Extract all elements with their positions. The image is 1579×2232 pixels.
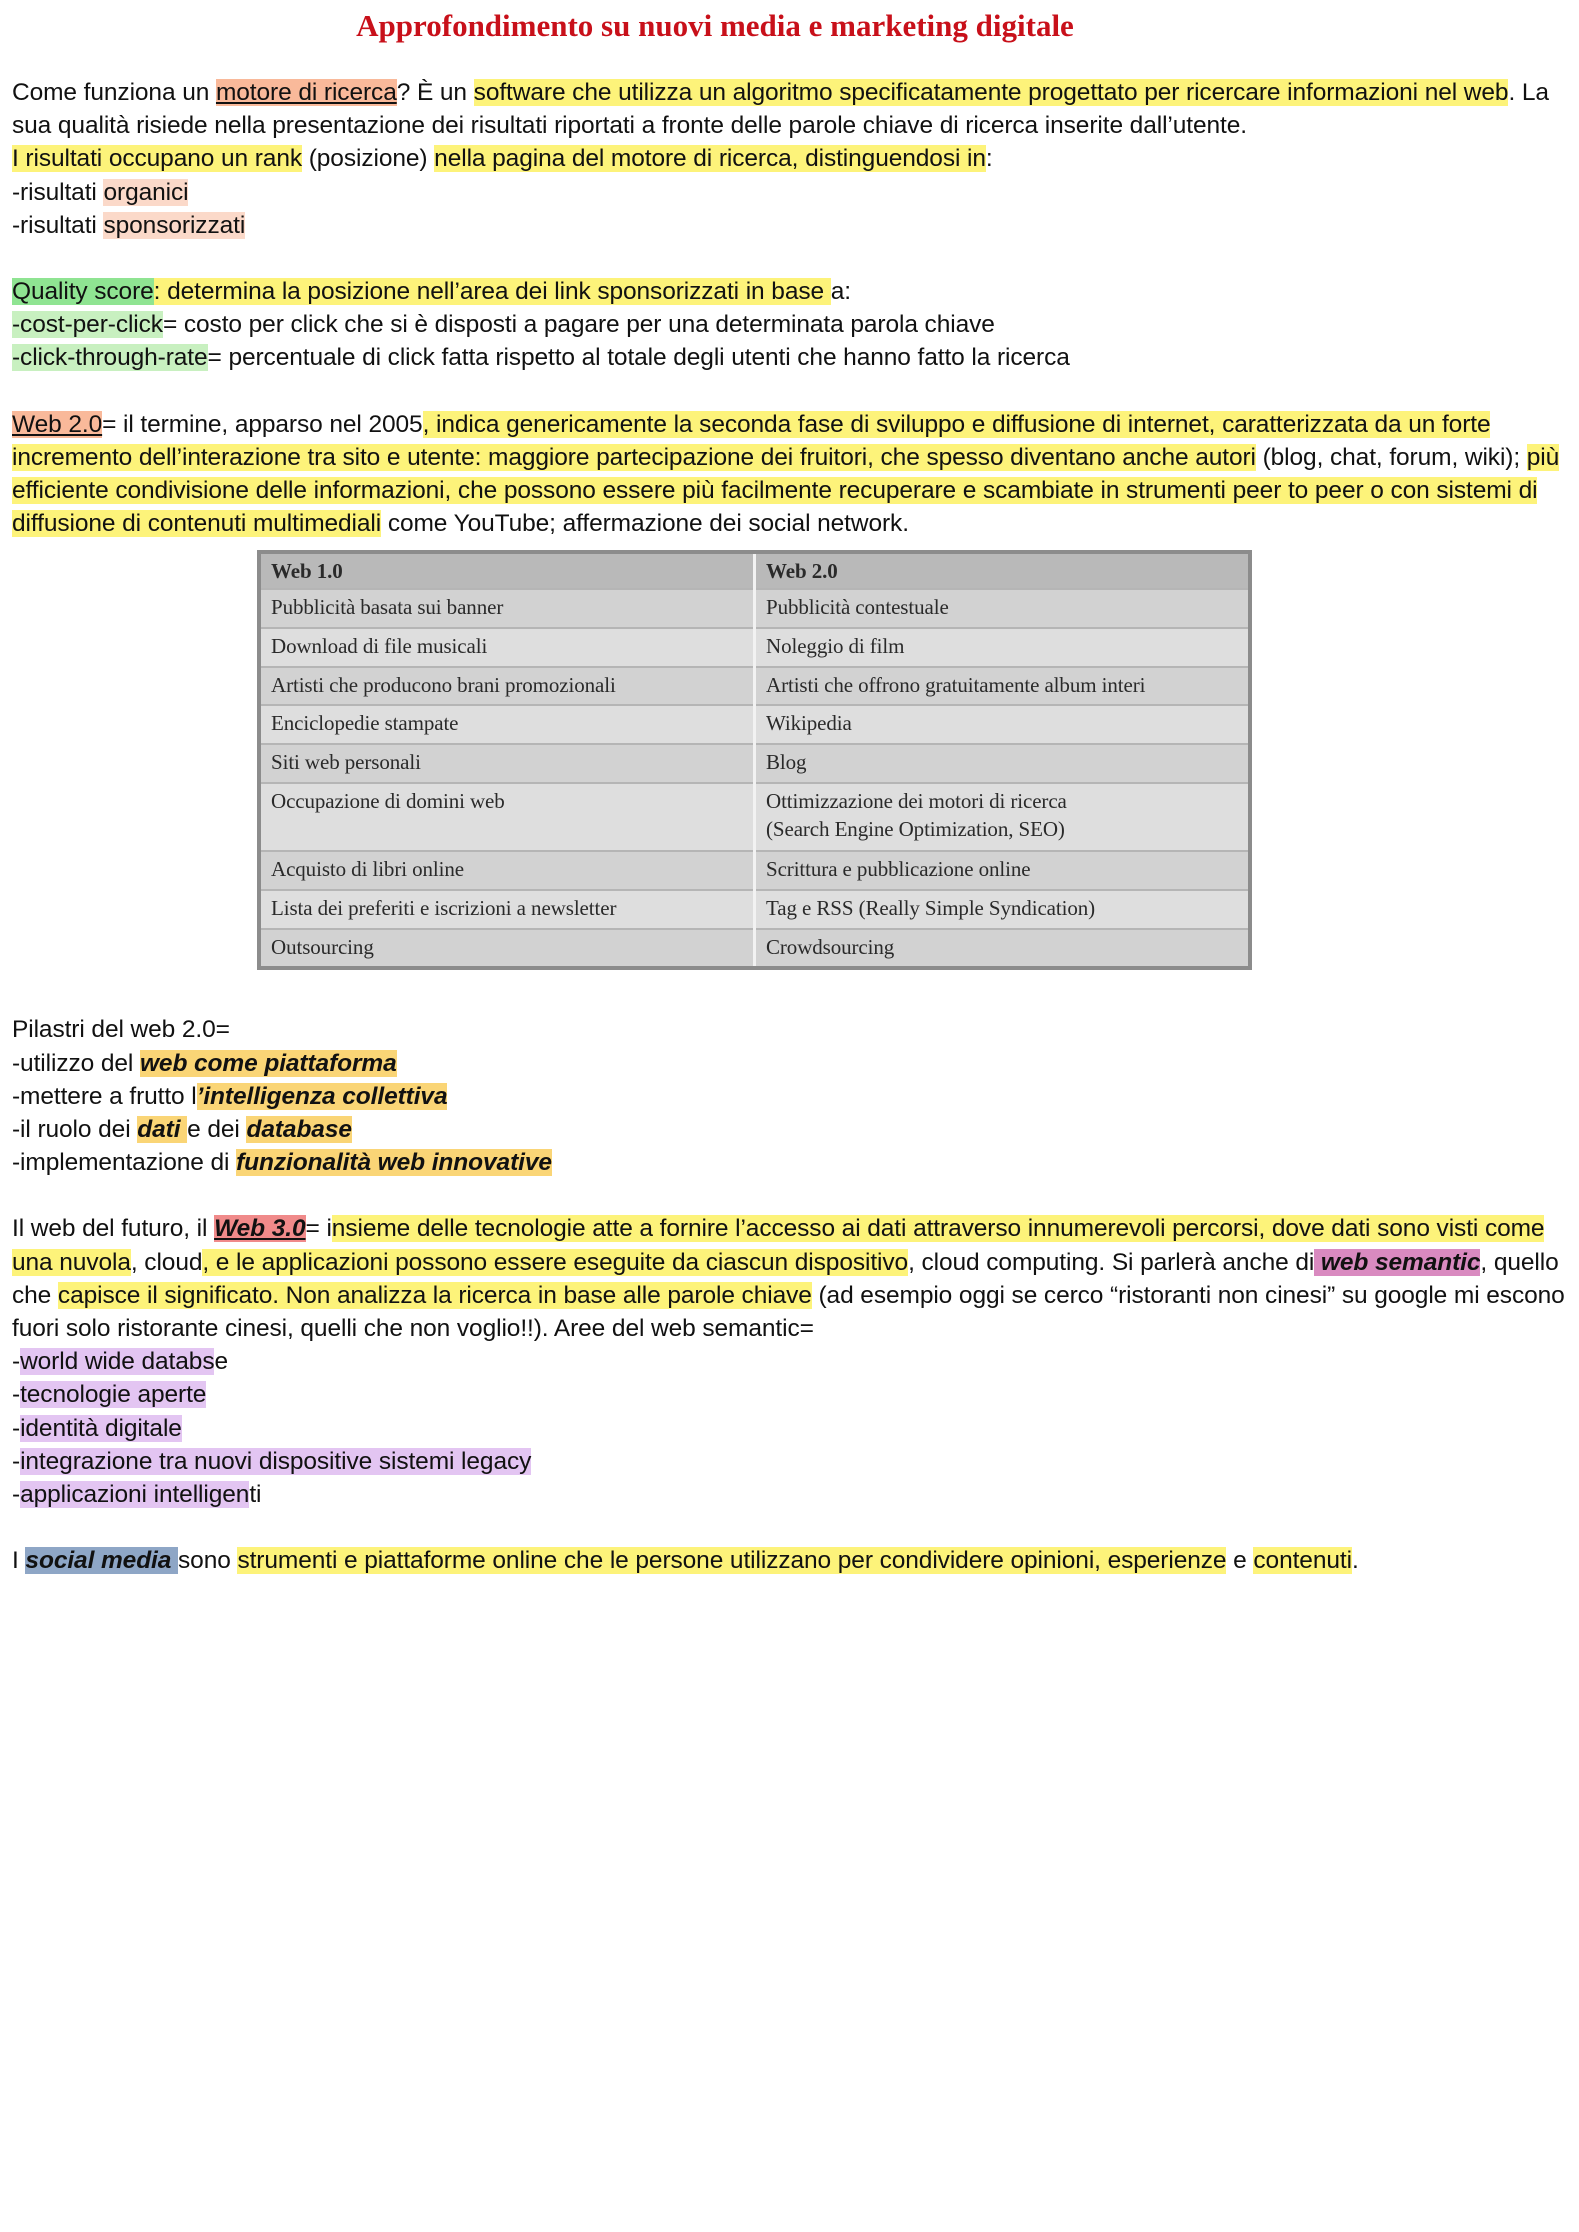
table-row [261,890,1248,929]
text-run: e [214,1348,229,1376]
table-cell: Lista dei preferiti e iscrizioni a newsletter [261,890,755,929]
text-run: - [12,1447,21,1475]
list-item-semantic-area [12,1478,1572,1511]
text-run: ? È un [396,79,474,106]
term-quality-score: Quality score [12,278,154,306]
table-cell: Pubblicità contestuale [755,589,1249,628]
list-item-sponsored [12,209,1572,242]
text-run: , cloud [130,1248,203,1276]
text-run: - [12,1414,21,1442]
text-run: . La sua qualità risiede nella presentazione dei risultati riportati a fronte delle parole chiave di ricerca inserite dall’utente. [12,79,1549,140]
list-item-semantic-area [12,1345,1572,1378]
highlight-peach: organici [103,178,189,206]
table-header-row [261,554,1248,589]
spacer [12,980,1572,1013]
highlight-amber: database [246,1116,352,1144]
table-cell: Acquisto di libri online [261,851,755,890]
list-item-pillar [12,1113,1572,1146]
term-web-2-0: Web 2.0 [12,410,103,438]
rank-paragraph [12,142,1572,175]
list-item-pillar [12,1080,1572,1113]
web-comparison-table-image [257,550,1252,970]
table-row [261,705,1248,744]
list-item-organic [12,176,1572,209]
text-run: e [1226,1547,1254,1575]
table-cell: Artisti che offrono gratuitamente album interi [755,667,1249,706]
table-cell: Siti web personali [261,744,755,783]
page-title: Approfondimento su nuovi media e marketing digitale [356,8,1074,43]
text-run: (blog, chat, forum, wiki); [1255,443,1527,471]
term-motore-di-ricerca: motore di ricerca [215,79,397,106]
highlight-yellow: capisce il significato. Non analizza la ricerca in base alle parole chiave [57,1281,812,1309]
term-web-3-0: Web 3.0 [214,1215,306,1243]
social-media-paragraph [12,1544,1572,1577]
spacer [12,375,1572,408]
list-item-semantic-area [12,1445,1572,1478]
table-cell: Blog [755,744,1249,783]
text-run: = il termine, apparso nel 2005 [102,410,423,438]
text-run: = costo per click che si è disposti a pagare per una determinata parola chiave [162,311,995,339]
highlight-yellow: , indica genericamente la seconda fase di sviluppo e diffusione di internet, caratterizzata da un forte incremento dell’interazione tra sito e utente: maggiore partecipazione dei fruitori, che spesso diventano anche autori [12,410,1491,471]
table-row [261,851,1248,890]
highlight-yellow: , e le applicazioni possono essere eseguite da ciascun dispositivo [202,1248,909,1276]
table-cell: Crowdsourcing [755,929,1249,967]
spacer [12,1179,1572,1212]
term-social-media: social media [25,1547,179,1575]
text-run: come YouTube; affermazione dei social network. [381,510,909,538]
table-cell: Occupazione di domini web [261,783,755,852]
text-run: -risultati [12,178,104,206]
web-comparison-table [261,554,1248,966]
table-row [261,667,1248,706]
text-run: -utilizzo del [12,1049,140,1077]
text-run: -mettere a frutto l [12,1082,197,1110]
highlight-amber: dati [137,1116,188,1144]
text-run: , cloud computing. Si parlerà anche di [908,1248,1315,1276]
highlight-yellow: nsieme delle tecnologie atte a fornire l’accesso ai dati attraverso innumerevoli percorsi, dove dati sono visti come una nuvola [12,1215,1545,1276]
table-cell: Noleggio di film [755,628,1249,667]
table-cell: Outsourcing [261,929,755,967]
text-run: (posizione) [302,145,435,173]
list-item-semantic-area [12,1412,1572,1445]
text-run: a: [830,278,851,306]
term-web-semantic: web semantic [1314,1248,1481,1276]
text-run: -il ruolo dei [12,1116,138,1144]
table-row [261,744,1248,783]
table-cell: Ottimizzazione dei motori di ricerca (Search Engine Optimization, SEO) [755,783,1249,852]
text-run: I [12,1547,26,1575]
text-run: e dei [187,1116,247,1144]
list-item-pillar [12,1047,1572,1080]
list-item-ctr [12,341,1572,374]
quality-score-paragraph [12,275,1572,308]
table-cell: Artisti che producono brani promozionali [261,667,755,706]
list-item-cpc [12,308,1572,341]
pillars-heading: Pilastri del web 2.0= [12,1016,230,1044]
highlight-lavender: identità digitale [20,1414,182,1442]
table-row [261,783,1248,852]
table-header-web2: Web 2.0 [755,554,1249,589]
highlight-yellow: nella pagina del motore di ricerca, distinguendosi in [434,145,986,173]
text-run: ti [249,1481,262,1509]
spacer [12,1511,1572,1544]
text-run: (ad esempio oggi se cerco “ristoranti non cinesi” su google mi escono fuori solo ristorante cinesi, quelli che non voglio!!). Aree del web semantic= [12,1281,1565,1343]
highlight-lavender: applicazioni intelligen [20,1481,250,1509]
highlight-yellow: I risultati occupano un rank [12,145,303,173]
list-item-semantic-area [12,1378,1572,1411]
highlight-yellow: contenuti [1253,1547,1352,1575]
table-cell: Pubblicità basata sui banner [261,589,755,628]
highlight-lavender: integrazione tra nuovi dispositive sistemi legacy [20,1447,532,1475]
highlight-yellow: strumenti e piattaforme online che le persone utilizzano per condividere opinioni, esperienze [237,1547,1227,1575]
highlight-lavender: tecnologie aperte [20,1381,207,1409]
table-cell: Tag e RSS (Really Simple Syndication) [755,890,1249,929]
text-run: - [12,1348,21,1376]
table-cell: Enciclopedie stampate [261,705,755,744]
text-run: Il web del futuro, il [12,1215,215,1243]
highlight-lavender: world wide databs [20,1348,215,1376]
highlight-yellow: più efficiente condivisione delle informazioni, che possono essere più facilmente recuperare e scambiate in strumenti peer to peer o con sistemi di diffusione di contenuti multimediali [12,443,1560,538]
web3-paragraph [12,1212,1572,1345]
table-header-web1: Web 1.0 [261,554,755,589]
text-run: Come funziona un [12,79,216,106]
table-cell: Download di file musicali [261,628,755,667]
text-run: - [12,1481,21,1509]
table-row [261,929,1248,967]
table-row [261,589,1248,628]
text-run: . [1351,1547,1359,1575]
highlight-amber: funzionalità web innovative [236,1149,552,1177]
spacer [12,242,1572,275]
text-run: , quello che [12,1248,1559,1309]
text-run: = percentuale di click fatta rispetto al totale degli utenti che hanno fatto la ricerca [207,344,1070,372]
highlight-amber: ’intelligenza collettiva [196,1082,448,1110]
table-row [261,628,1248,667]
text-run: -risultati [12,211,104,239]
text-run: -implementazione di [12,1149,237,1177]
highlight-peach: sponsorizzati [103,211,246,239]
text-run: : [985,145,993,173]
web2-paragraph [12,408,1572,541]
table-cell: Scrittura e pubblicazione online [755,851,1249,890]
document-body [12,76,1572,1577]
term-cpc: -cost-per-click [12,311,163,339]
text-run: = i [305,1215,332,1243]
highlight-yellow: software che utilizza un algoritmo specificatamente progettato per ricercare informazioni nel web [473,79,1509,106]
search-engine-paragraph [12,76,1572,142]
list-item-pillar [12,1146,1572,1179]
term-ctr: -click-through-rate [12,344,208,372]
text-run: sono [178,1547,238,1575]
highlight-yellow: : determina la posizione nell’area dei link sponsorizzati in base [153,278,831,306]
highlight-amber: web come piattaforma [139,1049,397,1077]
text-run: - [12,1381,21,1409]
table-cell: Wikipedia [755,705,1249,744]
